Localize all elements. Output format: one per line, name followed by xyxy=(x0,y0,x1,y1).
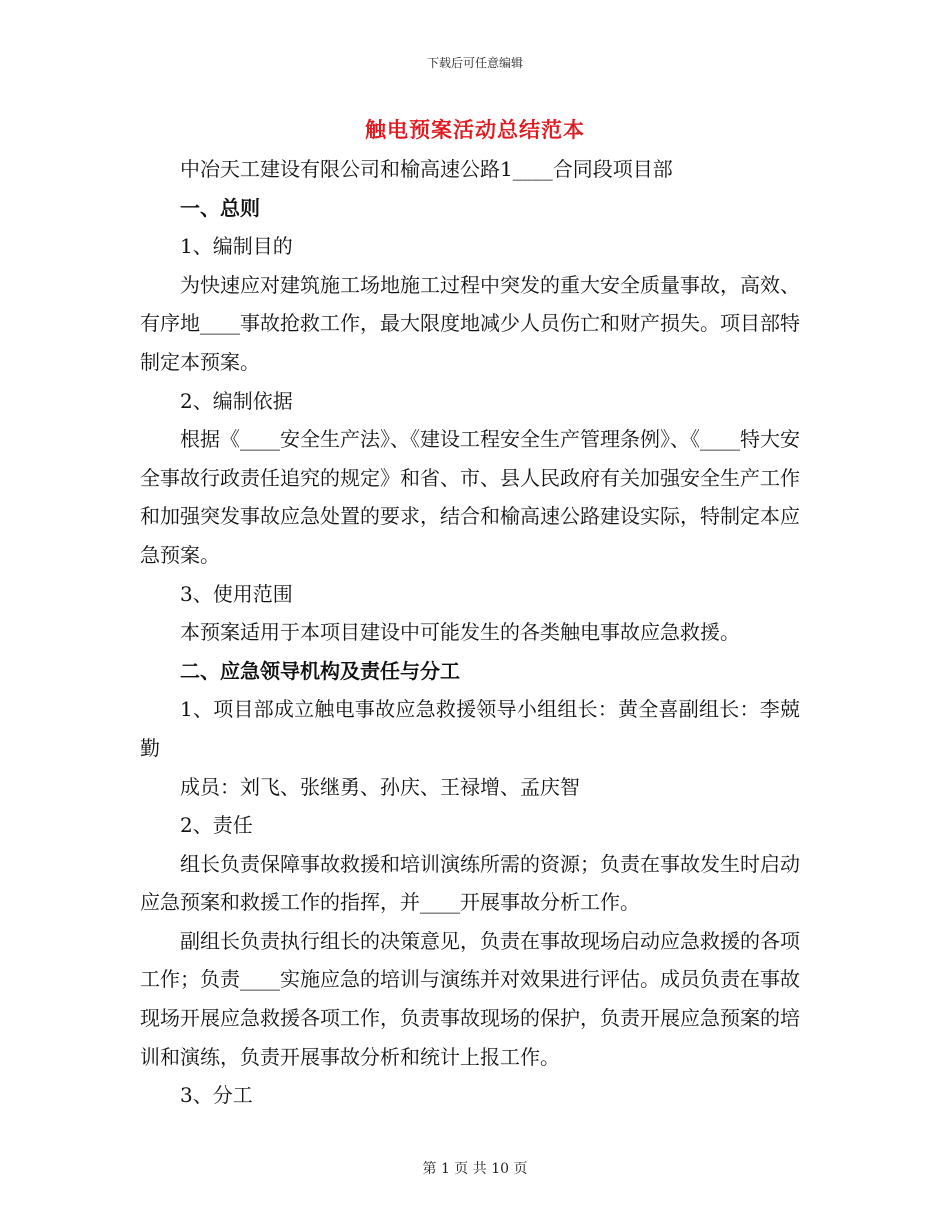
subheading-scope: 3、使用范围 xyxy=(180,581,293,606)
paragraph-deputy-duty: 副组长负责执行组长的决策意见，负责在事故现场启动应急救援的各项工作；负责____实施应急的培训与演练并对效果进行评估。成员负责在事故现场开展应急救援各项工作，负责事故现场的保护，负责开展应急预案的培训和演练，负责开展事故分析和统计上报工作。 xyxy=(140,928,800,1069)
section-heading-leadership: 二、应急领导机构及责任与分工 xyxy=(180,658,460,683)
subheading-purpose: 1、编制目的 xyxy=(180,234,293,259)
project-department-line: 中冶天工建设有限公司和榆高速公路1____合同段项目部 xyxy=(180,157,673,181)
subheading-responsibility: 2、责任 xyxy=(180,813,253,838)
header-note: 下载后可任意编辑 xyxy=(426,56,523,70)
paragraph-leadership-group: 1、项目部成立触电事故应急救援领导小组组长：黄全喜副组长：李兢勤 xyxy=(140,697,800,760)
paragraph-basis: 根据《____安全生产法》、《建设工程安全生产管理条例》、《____特大安全事故行政责任追究的规定》和省、市、县人民政府有关加强安全生产工作和加强突发事故应急处置的要求，结合和榆高速公路建设实际，特制定本应急预案。 xyxy=(140,427,800,567)
subheading-basis: 2、编制依据 xyxy=(180,388,293,413)
section-heading-general: 一、总则 xyxy=(180,195,260,220)
page-number-footer: 第 1 页 共 10 页 xyxy=(422,1161,528,1177)
paragraph-members: 成员：刘飞、张继勇、孙庆、王禄增、孟庆智 xyxy=(180,774,580,799)
subheading-division: 3、分工 xyxy=(180,1083,253,1108)
paragraph-scope: 本预案适用于本项目建设中可能发生的各类触电事故应急救援。 xyxy=(180,620,740,645)
paragraph-purpose: 为快速应对建筑施工场地施工过程中突发的重大安全质量事故，高效、有序地____事故抢救工作，最大限度地减少人员伤亡和财产损失。项目部特制定本预案。 xyxy=(140,272,800,374)
document-title: 触电预案活动总结范本 xyxy=(365,118,585,142)
document-body xyxy=(140,150,800,1115)
paragraph-leader-duty: 组长负责保障事故救援和培训演练所需的资源；负责在事故发生时启动应急预案和救援工作的指挥，并____开展事故分析工作。 xyxy=(140,851,800,915)
